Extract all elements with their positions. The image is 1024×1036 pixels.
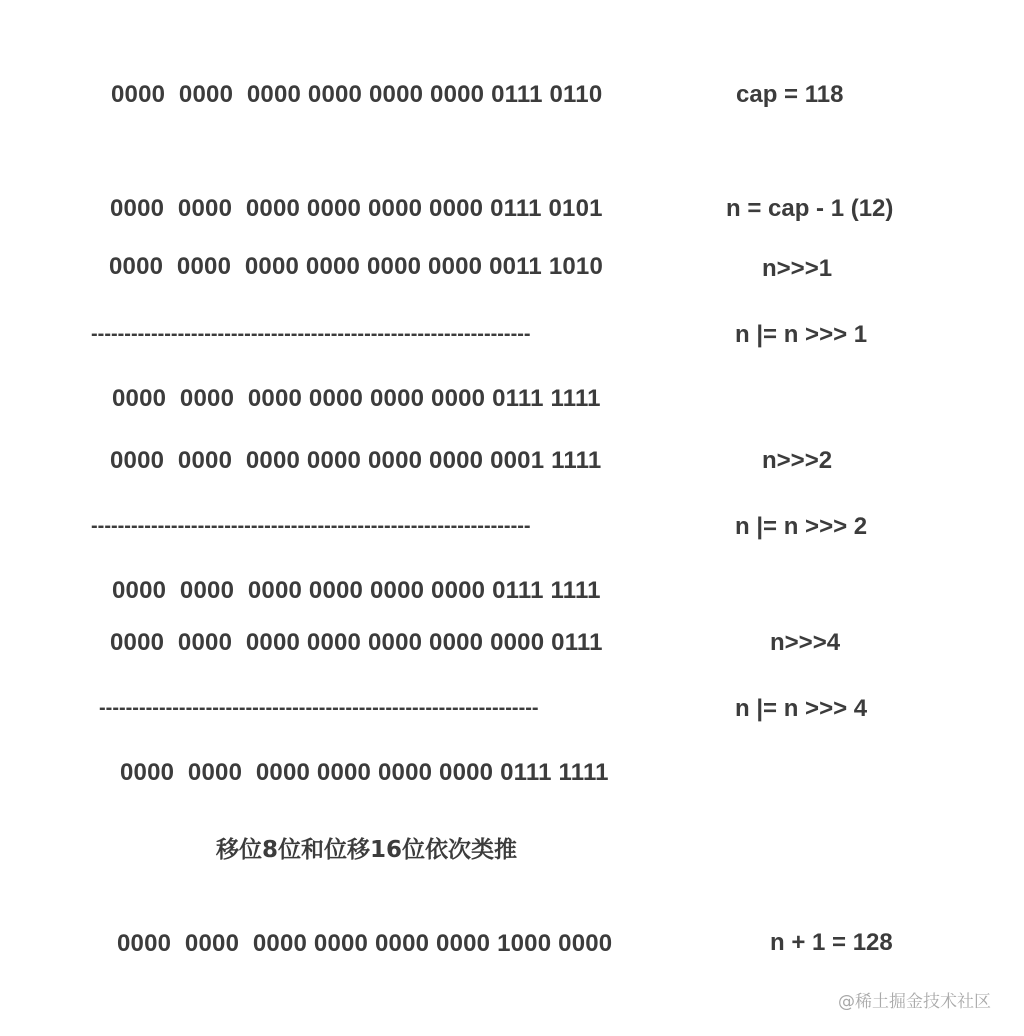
shift4-label: n>>>4 (770, 629, 841, 656)
or1-label: n |= n >>> 1 (735, 321, 868, 348)
result2-bits: 0000 0000 0000 0000 0000 0000 0111 1111 (112, 577, 601, 604)
shift4-bits: 0000 0000 0000 0000 0000 0000 0000 0111 (110, 629, 603, 656)
or4-label: n |= n >>> 4 (735, 695, 868, 722)
separator-line-2: ------------------------------------------------------------------ (91, 515, 531, 537)
cap-label: cap = 118 (736, 81, 844, 108)
final-bits: 0000 0000 0000 0000 0000 0000 1000 0000 (117, 930, 613, 957)
shift2-bits: 0000 0000 0000 0000 0000 0000 0001 1111 (110, 447, 602, 474)
shift1-label: n>>>1 (762, 255, 833, 282)
n-bits: 0000 0000 0000 0000 0000 0000 0111 0101 (110, 195, 603, 222)
final-label: n + 1 = 128 (770, 929, 893, 956)
separator-line-1: ------------------------------------------------------------------ (91, 323, 531, 345)
cap-bits: 0000 0000 0000 0000 0000 0000 0111 0110 (111, 81, 603, 108)
shift1-bits: 0000 0000 0000 0000 0000 0000 0011 1010 (109, 253, 604, 280)
separator-line-3: ------------------------------------------------------------------ (99, 697, 539, 719)
n-label: n = cap - 1 (12) (726, 195, 894, 222)
shift2-label: n>>>2 (762, 447, 833, 474)
result4-bits: 0000 0000 0000 0000 0000 0000 0111 1111 (120, 759, 609, 786)
result1-bits: 0000 0000 0000 0000 0000 0000 0111 1111 (112, 385, 601, 412)
or2-label: n |= n >>> 2 (735, 513, 868, 540)
watermark: @稀土掘金技术社区 (838, 992, 991, 1012)
shift-note: 移位8位和位移16位依次类推 (216, 837, 518, 863)
